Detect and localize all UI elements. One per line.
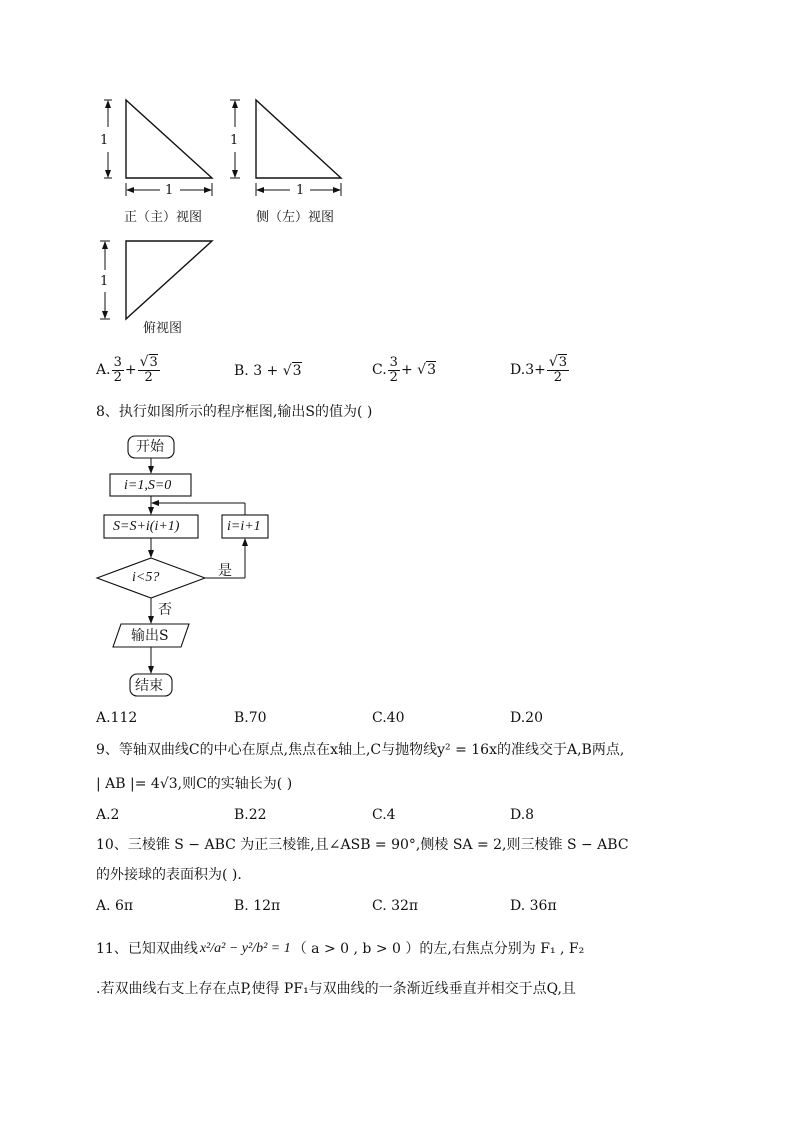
q8-stem: 8、执行如图所示的程序框图,输出S的值为( ) — [96, 404, 373, 420]
top-view-caption: 俯视图 — [143, 321, 183, 336]
flow-no-label: 否 — [158, 602, 172, 618]
flow-start-text: 开始 — [136, 439, 164, 455]
flow-end-text: 结束 — [135, 678, 163, 694]
flow-increment-text: i=i+1 — [227, 519, 261, 534]
flow-init-text: i=1,S=0 — [124, 478, 172, 493]
flow-accumulate-text: S=S+i(i+1) — [113, 519, 180, 534]
front-width-label: 1 — [165, 183, 174, 198]
q10-option-b[interactable]: B. 12π — [234, 898, 281, 914]
q8-option-d[interactable]: D.20 — [510, 710, 543, 726]
q8-option-a[interactable]: A.112 — [96, 710, 138, 726]
q11-stem-suffix: （ a > 0 , b > 0 ）的左,右焦点分别为 F₁ , F₂ — [292, 941, 585, 957]
q9-stem-line2: | AB |= 4√3,则C的实轴长为( ) — [96, 776, 293, 792]
side-width-label: 1 — [296, 183, 305, 198]
q7-option-c[interactable]: C. $\frac{3}{2}$ + √3 — [372, 354, 436, 385]
q11-stem-line2: .若双曲线右支上存在点P,使得 PF₁与双曲线的一条渐近线垂直并相交于点Q,且 — [96, 981, 576, 997]
front-view-caption: 正（主）视图 — [124, 210, 203, 225]
q9-stem-line1: 9、等轴双曲线C的中心在原点,焦点在x轴上,C与抛物线y² = 16x的准线交于A,B两点, — [96, 742, 625, 758]
top-height-label: 1 — [100, 274, 109, 289]
q10-stem-line2: 的外接球的表面积为( ). — [96, 867, 242, 883]
q9-option-d[interactable]: D.8 — [510, 807, 535, 823]
q7-option-a[interactable]: A. $\frac{3}{2}$ + $\frac{√3}{2}$ — [96, 354, 158, 385]
q10-stem-line1: 10、三棱锥 S − ABC 为正三棱锥,且∠ASB = 90°,侧棱 SA = 2,则三棱锥 S − ABC — [96, 837, 629, 853]
front-height-label: 1 — [100, 133, 109, 148]
flow-yes-label: 是 — [218, 563, 232, 579]
flow-condition-text: i<5? — [132, 570, 160, 585]
q10-option-d[interactable]: D. 36π — [510, 898, 557, 914]
option-letter: C. — [372, 362, 387, 378]
q8-option-b[interactable]: B.70 — [234, 710, 267, 726]
q11-stem-line1 — [96, 936, 584, 962]
q11-stem-prefix: 11、已知双曲线 — [96, 941, 198, 957]
option-letter: A. — [96, 362, 111, 378]
q10-option-c[interactable]: C. 32π — [372, 898, 419, 914]
side-height-label: 1 — [230, 133, 239, 148]
q9-option-b[interactable]: B.22 — [234, 807, 267, 823]
option-letter: D. — [510, 362, 526, 378]
q7-option-b[interactable]: B. 3 + √3 — [234, 363, 302, 379]
q8-option-c[interactable]: C.40 — [372, 710, 405, 726]
q9-option-c[interactable]: C.4 — [372, 807, 396, 823]
flow-output-text: 输出S — [131, 628, 169, 644]
side-view-caption: 侧（左）视图 — [256, 210, 335, 225]
q10-option-a[interactable]: A. 6π — [96, 898, 134, 914]
q9-option-a[interactable]: A.2 — [96, 807, 120, 823]
q11-equation: x²/a² − y²/b² = 1 — [199, 941, 291, 956]
q7-option-d[interactable]: D. 3+ $\frac{√3}{2}$ — [510, 354, 568, 385]
option-letter: B. — [234, 363, 249, 379]
